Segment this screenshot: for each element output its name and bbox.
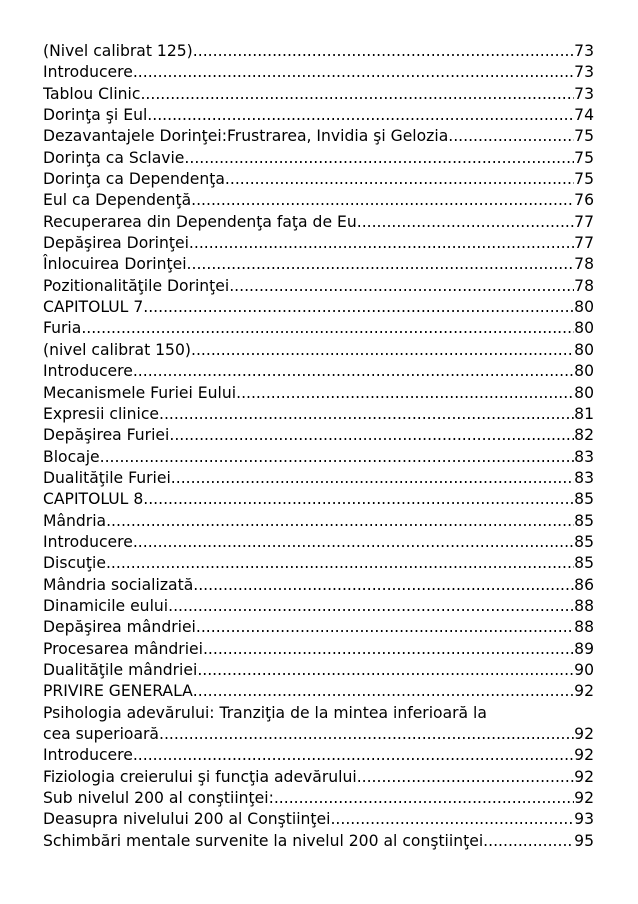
toc-entry[interactable] xyxy=(43,254,594,275)
toc-entry-title: Dualităţile Furiei xyxy=(43,468,171,487)
toc-entry-title: Deasupra nivelului 200 al Conştiinţei xyxy=(43,810,331,829)
toc-entry-page: 73 xyxy=(574,84,594,103)
table-of-contents xyxy=(43,41,594,852)
dot-leader xyxy=(191,190,574,211)
dot-leader xyxy=(140,84,574,105)
dot-leader xyxy=(133,745,574,766)
dot-leader xyxy=(171,468,574,489)
dot-leader xyxy=(187,254,575,275)
dot-leader xyxy=(133,361,574,382)
toc-entry[interactable] xyxy=(43,297,594,318)
toc-entry[interactable] xyxy=(43,809,594,830)
dot-leader xyxy=(193,575,574,596)
dot-leader xyxy=(184,148,574,169)
toc-entry-page: 92 xyxy=(574,767,594,786)
toc-entry-page: 75 xyxy=(574,148,594,167)
toc-entry[interactable] xyxy=(43,617,594,638)
dot-leader xyxy=(168,596,574,617)
dot-leader xyxy=(189,233,574,254)
toc-entry-page: 85 xyxy=(574,490,594,509)
dot-leader xyxy=(225,169,574,190)
toc-entry[interactable] xyxy=(43,575,594,596)
dot-leader xyxy=(147,105,574,126)
toc-entry-title: Mândria socializată xyxy=(43,575,194,594)
toc-entry-title: Discuţie xyxy=(43,554,106,573)
toc-entry[interactable] xyxy=(43,511,594,532)
toc-entry[interactable] xyxy=(43,105,594,126)
toc-entry[interactable] xyxy=(43,660,594,681)
toc-entry-page: 88 xyxy=(574,618,594,637)
toc-entry-title: Furia xyxy=(43,319,82,338)
toc-entry-page: 89 xyxy=(574,639,594,658)
toc-entry-page: 92 xyxy=(574,725,594,743)
toc-entry-title: Introducere xyxy=(43,532,133,551)
toc-entry-title: Psihologia adevărului: Tranziţia de la mintea inferioară la xyxy=(43,703,487,722)
dot-leader xyxy=(133,532,574,553)
toc-entry[interactable] xyxy=(43,212,594,233)
toc-entry-page: 85 xyxy=(574,511,594,530)
toc-entry[interactable] xyxy=(43,233,594,254)
toc-entry-title: Blocaje xyxy=(43,447,100,466)
toc-entry-page: 83 xyxy=(574,447,594,466)
toc-entry-title: Depăşirea Dorinţei xyxy=(43,234,189,253)
dot-leader xyxy=(483,831,574,852)
toc-entry[interactable] xyxy=(43,831,594,852)
toc-entry-title: Mândria xyxy=(43,511,107,530)
toc-entry-title: Pozitionalităţile Dorinţei xyxy=(43,276,230,295)
toc-entry-page: 80 xyxy=(574,319,594,338)
toc-entry-title: Înlocuirea Dorinţei xyxy=(43,255,187,274)
toc-entry[interactable] xyxy=(43,639,594,660)
toc-entry-title: Depăşirea Furiei xyxy=(43,426,170,445)
toc-entry[interactable] xyxy=(43,148,594,169)
toc-entry[interactable] xyxy=(43,190,594,211)
toc-entry-page: 80 xyxy=(574,340,594,359)
toc-entry[interactable] xyxy=(43,425,594,446)
toc-entry-title: Expresii clinice xyxy=(43,404,160,423)
toc-entry-title: Tablou Clinic xyxy=(43,84,141,103)
toc-entry-title: (nivel calibrat 150) xyxy=(43,340,191,359)
toc-entry-title: Introducere xyxy=(43,746,133,765)
toc-entry-title: Mecanismele Furiei Eului xyxy=(43,383,237,402)
toc-entry[interactable] xyxy=(43,788,594,809)
toc-entry-title: (Nivel calibrat 125) xyxy=(43,42,193,60)
toc-entry-page: 73 xyxy=(574,63,594,82)
toc-entry-page: 92 xyxy=(574,789,594,808)
dot-leader xyxy=(143,489,574,510)
toc-entry-page: 73 xyxy=(574,42,594,60)
toc-entry-title: PRIVIRE GENERALA xyxy=(43,682,193,701)
toc-entry-page: 92 xyxy=(574,682,594,701)
toc-entry-title: Dinamicile eului xyxy=(43,596,169,615)
toc-entry-title: Dualităţile mândriei xyxy=(43,660,198,679)
toc-entry-page: 82 xyxy=(574,426,594,445)
dot-leader xyxy=(159,404,574,425)
toc-entry[interactable] xyxy=(43,276,594,297)
dot-leader xyxy=(236,383,574,404)
toc-entry-page: 80 xyxy=(574,383,594,402)
toc-entry[interactable] xyxy=(43,447,594,468)
toc-entry-title: Introducere xyxy=(43,63,133,82)
dot-leader xyxy=(274,788,574,809)
toc-entry-page: 78 xyxy=(574,276,594,295)
toc-entry-page: 75 xyxy=(574,127,594,146)
toc-entry-page: 76 xyxy=(574,191,594,210)
toc-entry-title: Schimbări mentale survenite la nivelul 200 al conştiinţei xyxy=(43,831,484,850)
toc-entry-page: 95 xyxy=(574,831,594,850)
toc-entry-page: 80 xyxy=(574,298,594,317)
toc-entry-page: 85 xyxy=(574,532,594,551)
toc-entry[interactable] xyxy=(43,553,594,574)
toc-entry[interactable] xyxy=(43,681,594,702)
toc-entry-page: 80 xyxy=(574,362,594,381)
toc-entry-title: cea superioară xyxy=(43,725,159,743)
toc-entry[interactable] xyxy=(43,318,594,339)
dot-leader xyxy=(106,511,574,532)
dot-leader xyxy=(193,41,574,62)
toc-entry-page: 75 xyxy=(574,170,594,189)
dot-leader xyxy=(229,276,574,297)
toc-entry[interactable] xyxy=(43,126,594,147)
toc-entry-title: Procesarea mândriei xyxy=(43,639,203,658)
toc-entry[interactable] xyxy=(43,767,594,788)
toc-entry-page: 85 xyxy=(574,554,594,573)
toc-entry-page: 90 xyxy=(574,660,594,679)
dot-leader xyxy=(159,724,574,745)
toc-entry[interactable] xyxy=(43,745,594,766)
toc-entry-title: Depăşirea mândriei xyxy=(43,618,196,637)
toc-entry-wrapped-line[interactable] xyxy=(43,703,594,724)
toc-entry-title: CAPITOLUL 8 xyxy=(43,490,144,509)
dot-leader xyxy=(81,318,574,339)
toc-entry-page: 77 xyxy=(574,234,594,253)
toc-entry[interactable] xyxy=(43,532,594,553)
dot-leader xyxy=(357,767,574,788)
toc-entry-title: Introducere xyxy=(43,362,133,381)
dot-leader xyxy=(330,809,574,830)
toc-entry[interactable] xyxy=(43,383,594,404)
dot-leader xyxy=(169,425,574,446)
toc-entry-title: Fiziologia creierului şi funcţia adevărului xyxy=(43,767,357,786)
toc-entry-page: 92 xyxy=(574,746,594,765)
toc-entry-title: Eul ca Dependenţă xyxy=(43,191,192,210)
toc-entry-title: Dorinţa şi Eul xyxy=(43,106,148,125)
toc-entry-page: 78 xyxy=(574,255,594,274)
dot-leader xyxy=(191,340,574,361)
toc-entry-page: 83 xyxy=(574,468,594,487)
toc-entry-title: Dezavantajele Dorinţei:Frustrarea, Invidia şi Gelozia xyxy=(43,127,449,146)
toc-entry[interactable] xyxy=(43,62,594,83)
toc-entry-title: Dorinţa ca Sclavie xyxy=(43,148,185,167)
toc-entry[interactable] xyxy=(43,468,594,489)
toc-entry-page: 93 xyxy=(574,810,594,829)
toc-entry[interactable] xyxy=(43,596,594,617)
toc-entry[interactable] xyxy=(43,84,594,105)
dot-leader xyxy=(143,297,574,318)
dot-leader xyxy=(133,62,574,83)
dot-leader xyxy=(106,553,574,574)
dot-leader xyxy=(193,681,574,702)
dot-leader xyxy=(357,212,574,233)
toc-entry-page: 88 xyxy=(574,596,594,615)
toc-entry[interactable] xyxy=(43,169,594,190)
toc-entry-title: Sub nivelul 200 al conştiinţei: xyxy=(43,789,274,808)
dot-leader xyxy=(196,617,574,638)
toc-entry-page: 74 xyxy=(574,106,594,125)
toc-entry[interactable] xyxy=(43,489,594,510)
toc-entry-title: Dorinţa ca Dependenţa xyxy=(43,170,225,189)
toc-entry[interactable] xyxy=(43,724,594,745)
toc-entry-page: 77 xyxy=(574,212,594,231)
dot-leader xyxy=(197,660,574,681)
toc-entry-title: Recuperarea din Dependenţa faţa de Eu xyxy=(43,212,357,231)
dot-leader xyxy=(100,447,575,468)
toc-entry[interactable] xyxy=(43,41,594,62)
toc-entry-page: 86 xyxy=(574,575,594,594)
toc-entry[interactable] xyxy=(43,404,594,425)
toc-entry[interactable] xyxy=(43,361,594,382)
dot-leader xyxy=(448,126,574,147)
dot-leader xyxy=(203,639,574,660)
toc-entry-title: CAPITOLUL 7 xyxy=(43,298,144,317)
toc-entry-page: 81 xyxy=(574,404,594,423)
toc-entry[interactable] xyxy=(43,340,594,361)
